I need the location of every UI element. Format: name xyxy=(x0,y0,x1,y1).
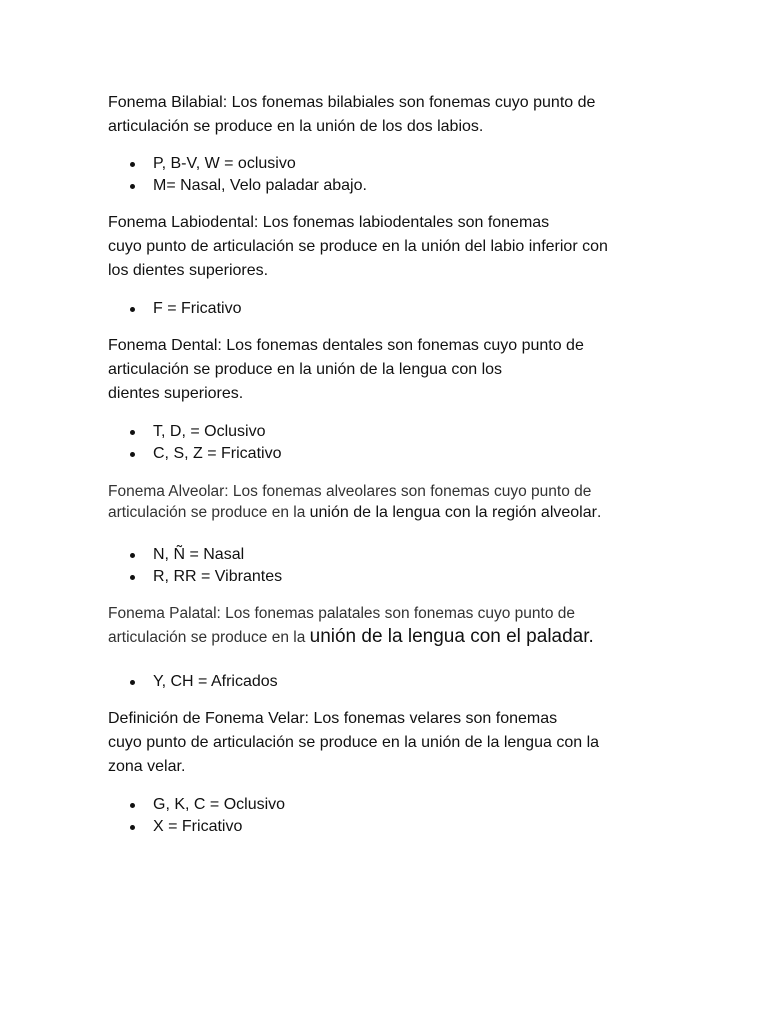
text-line: dientes superiores. xyxy=(108,385,244,402)
text-line xyxy=(108,502,601,523)
text-segment: articulación se produce en la xyxy=(108,629,310,646)
list-item xyxy=(108,816,285,838)
list-item xyxy=(108,421,281,443)
list-item xyxy=(108,298,241,320)
bullet-icon xyxy=(130,184,135,189)
list-item xyxy=(108,671,278,693)
text-line: Definición de Fonema Velar: Los fonemas velares son fonemas xyxy=(108,710,558,727)
bullet-icon xyxy=(130,553,135,558)
bullet-icon xyxy=(130,825,135,830)
list-item xyxy=(108,443,281,465)
paragraph-bilabial xyxy=(108,91,595,139)
text-segment: articulación se produce en la xyxy=(108,504,310,521)
list-item-text: Y, CH = Africados xyxy=(153,673,278,690)
text-line: cuyo punto de articulación se produce en la unión del labio inferior con xyxy=(108,238,608,255)
bullet-icon xyxy=(130,430,135,435)
list-item-text: R, RR = Vibrantes xyxy=(153,568,283,585)
text-line: Fonema Palatal: Los fonemas palatales son fonemas cuyo punto de xyxy=(108,605,576,622)
bullet-icon xyxy=(130,680,135,685)
text-line: los dientes superiores. xyxy=(108,262,269,279)
text-line: articulación se produce en la unión de la lengua con los xyxy=(108,361,503,378)
list-item-text: G, K, C = Oclusivo xyxy=(153,796,286,813)
text-line: Fonema Dental: Los fonemas dentales son fonemas cuyo punto de xyxy=(108,337,584,354)
list-item xyxy=(108,544,282,566)
text-line: articulación se produce en la unión de los dos labios. xyxy=(108,118,484,135)
text-line: zona velar. xyxy=(108,758,186,775)
bullet-icon xyxy=(130,162,135,167)
text-segment: unión de la lengua con la región alveolar xyxy=(309,504,597,521)
list-item-text: N, Ñ = Nasal xyxy=(153,546,245,563)
text-line: Fonema Bilabial: Los fonemas bilabiales son fonemas cuyo punto de xyxy=(108,94,596,111)
paragraph-velar xyxy=(108,707,599,779)
list-item-text: T, D, = Oclusivo xyxy=(153,423,266,440)
bullet-icon xyxy=(130,307,135,312)
bullet-list-velar xyxy=(108,794,285,838)
list-item xyxy=(108,175,367,197)
list-item-text: P, B-V, W = oclusivo xyxy=(153,155,296,172)
bullet-icon xyxy=(130,575,135,580)
text-line: Fonema Labiodental: Los fonemas labiodentales son fonemas xyxy=(108,214,550,231)
list-item xyxy=(108,153,367,175)
list-item-text: M= Nasal, Velo paladar abajo. xyxy=(153,177,367,194)
paragraph-palatal xyxy=(108,603,594,651)
bullet-icon xyxy=(130,452,135,457)
paragraph-alveolar xyxy=(108,481,601,523)
text-line: cuyo punto de articulación se produce en la unión de la lengua con la xyxy=(108,734,600,751)
text-segment: unión de la lengua con el paladar xyxy=(309,626,589,647)
bullet-list-palatal xyxy=(108,671,278,693)
list-item-text: X = Fricativo xyxy=(153,818,243,835)
bullet-list-labiodental xyxy=(108,298,241,320)
text-segment: . xyxy=(588,626,594,647)
text-line: Fonema Alveolar: Los fonemas alveolares son fonemas cuyo punto de xyxy=(108,483,592,500)
list-item-text: C, S, Z = Fricativo xyxy=(153,445,282,462)
list-item-text: F = Fricativo xyxy=(153,300,242,317)
bullet-icon xyxy=(130,803,135,808)
list-item xyxy=(108,566,282,588)
text-segment: . xyxy=(596,504,602,521)
paragraph-labiodental xyxy=(108,211,608,283)
paragraph-dental xyxy=(108,334,584,406)
text-line xyxy=(108,624,594,651)
bullet-list-dental xyxy=(108,421,281,465)
list-item xyxy=(108,794,285,816)
bullet-list-bilabial xyxy=(108,153,367,197)
bullet-list-alveolar xyxy=(108,544,282,588)
